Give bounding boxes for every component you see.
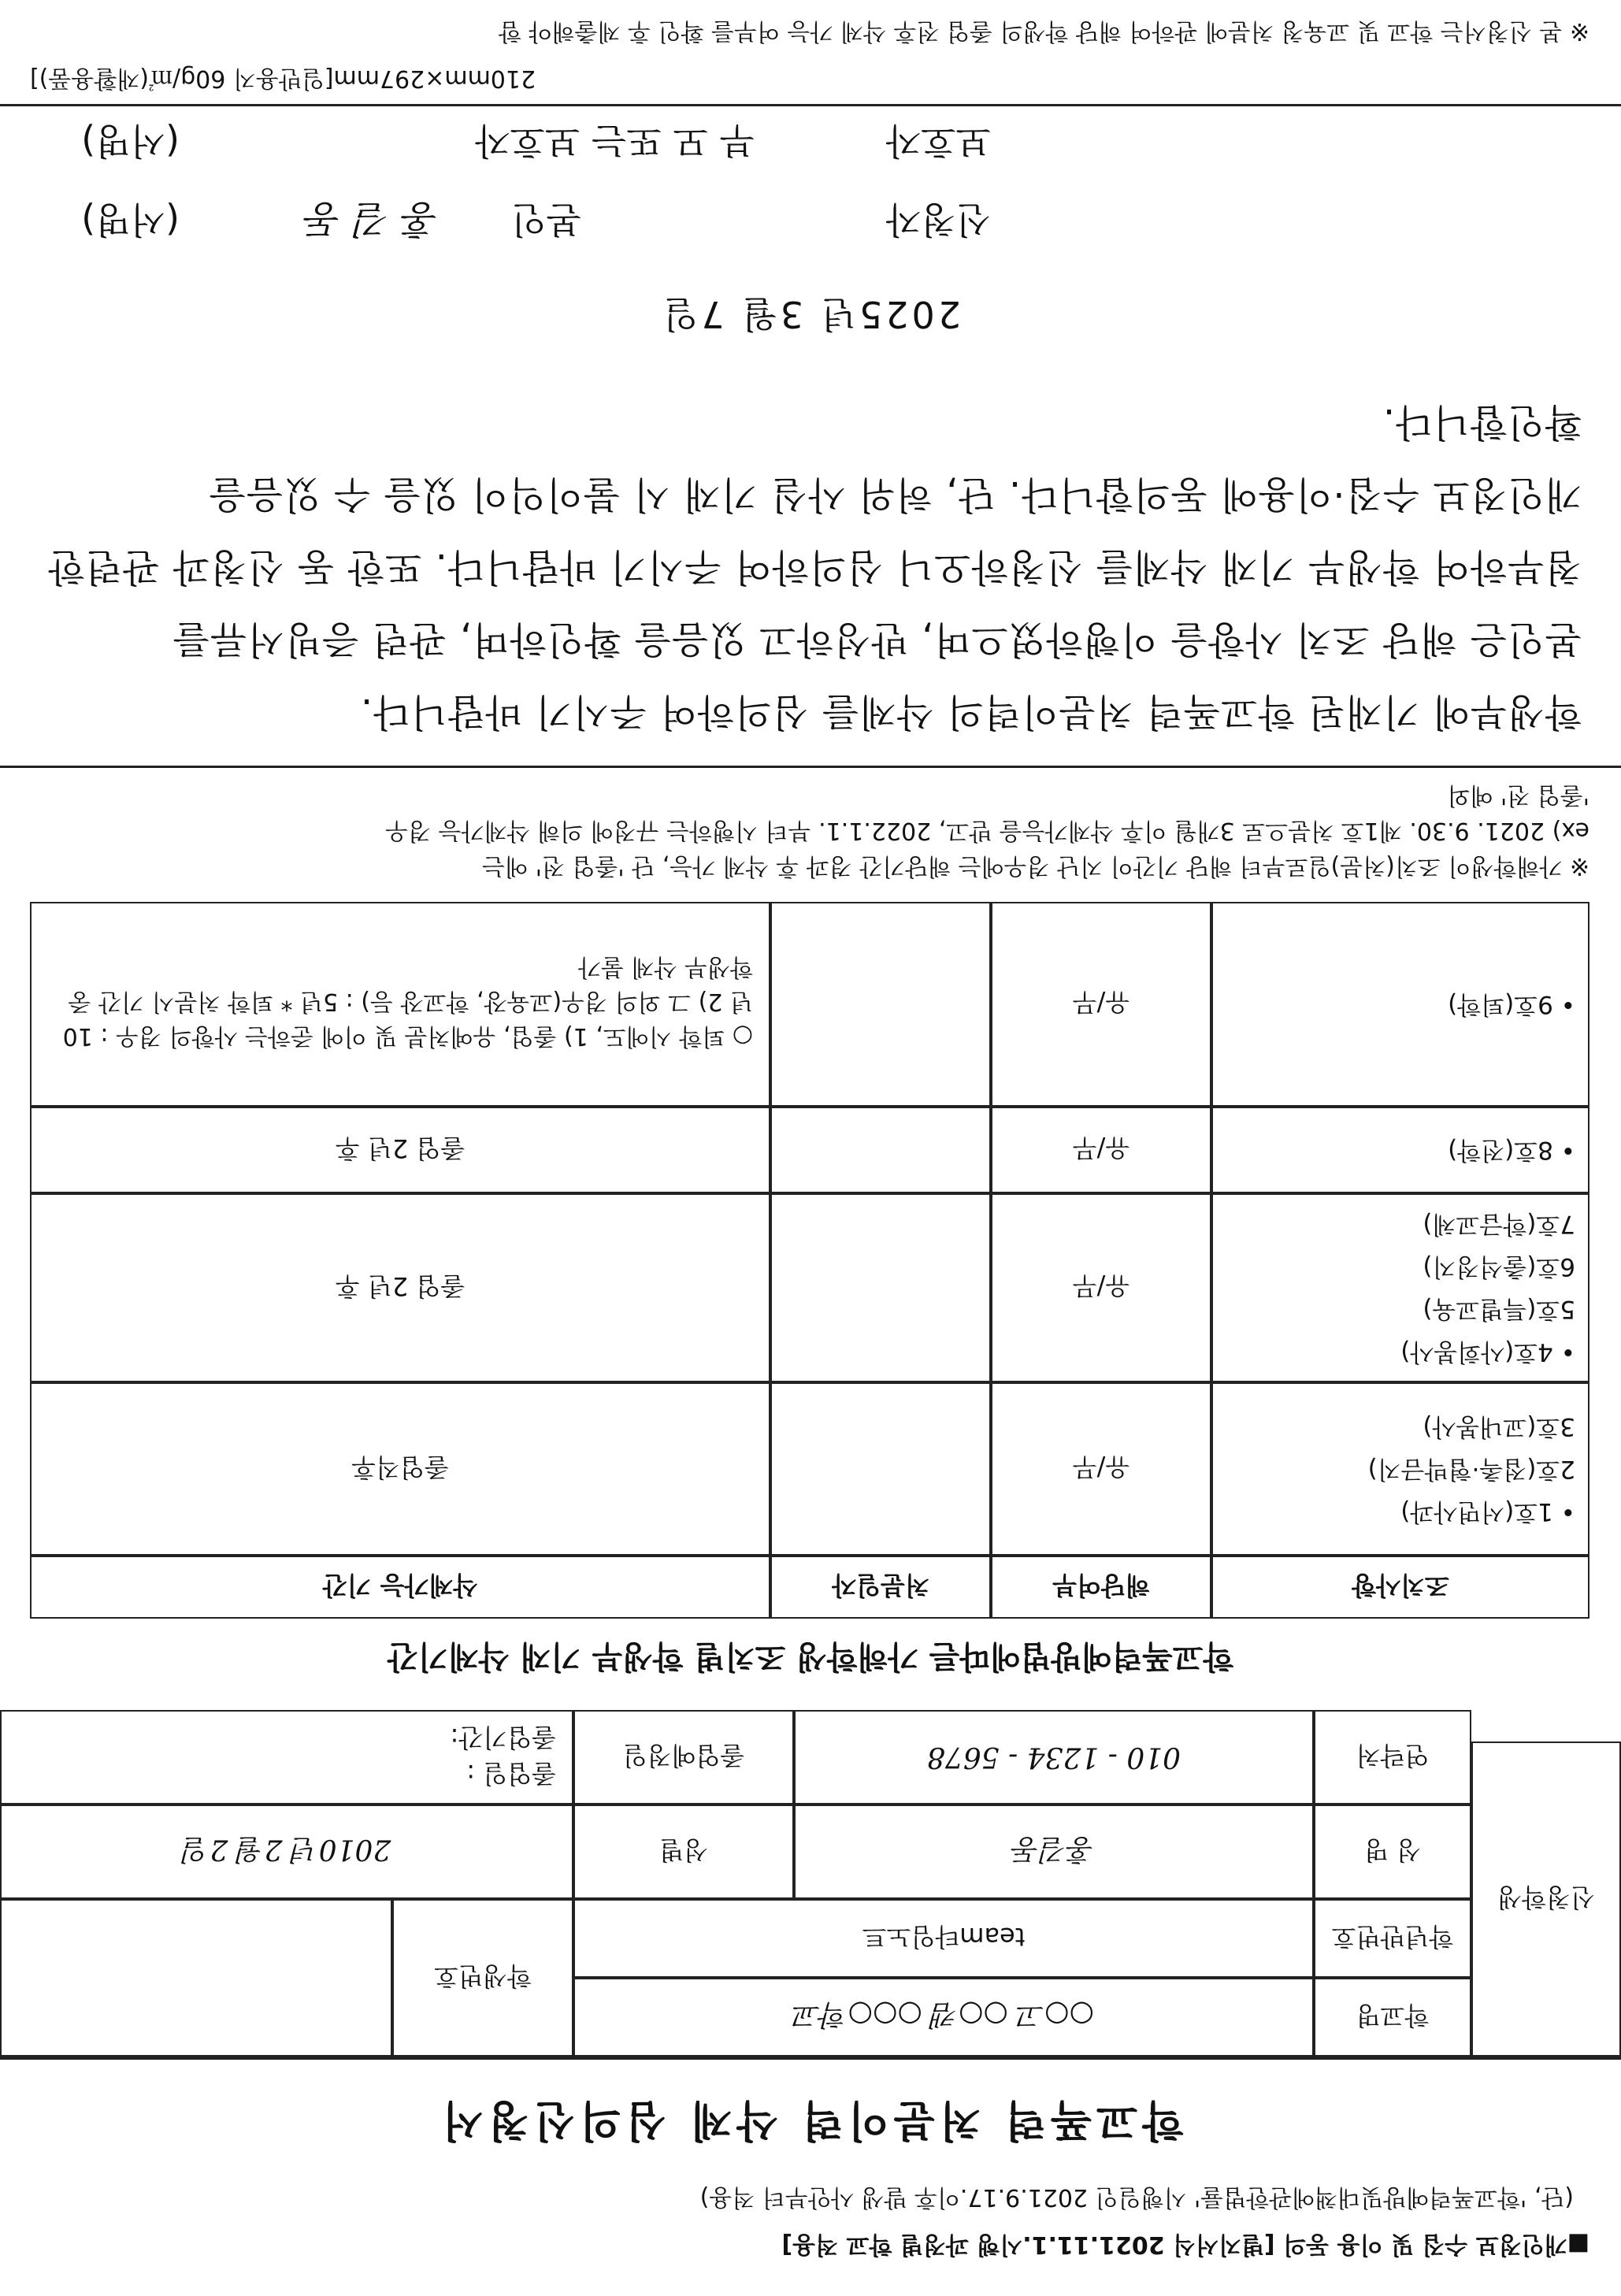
- document-date: 2025년 3월 7일: [659, 293, 962, 336]
- student-id-label: 학생번호: [392, 1899, 573, 2057]
- measure-row-3-period: 졸업 2년 후: [30, 1107, 770, 1193]
- measures-note-3: '졸업 전' 예외: [1447, 781, 1589, 809]
- measure-row-4-items: [1211, 902, 1589, 1107]
- measure-row-1-period: 졸업직후: [30, 1382, 770, 1556]
- statement-line-5: 확인합니다.: [1382, 400, 1582, 444]
- footer-divider: [0, 104, 1621, 106]
- measures-title: 학교폭력예방법에따른 가해학생 조치별 학생부 기재 삭제기간: [387, 1638, 1234, 1675]
- statement-line-4: 개인정보 수집·이용에 동의합니다. 단, 허위 사실 기재 시 불이익이 있을 수 있음을: [208, 473, 1582, 517]
- birth-value: 2010년 2월 2일: [0, 1805, 573, 1899]
- list-item: 5호(특별교육): [1423, 1295, 1575, 1323]
- grade-class-label: 학년반번호: [1314, 1899, 1471, 1978]
- col-header-applies: 해당여부: [991, 1556, 1211, 1619]
- statement-line-3: 첨부하여 학생부 기재 삭제를 신청하오니 심의하여 주시기 바랍니다. 또한 동 신청과 관련한: [47, 545, 1582, 589]
- measure-row-1-check[interactable]: 유/무: [991, 1382, 1211, 1556]
- measures-note-1: ※ 가해학생이 조치(처분)일로부터 해당 기간이 지난 경우에는 해당기간 경과 후 삭제 가능, 단 '졸업 전' 에는: [482, 852, 1589, 880]
- top-note: ■개인정보 수집 및 이용 동의 [별지서식 2021.11.1.시행 과정별 학교 적용]: [781, 2231, 1589, 2258]
- statement-line-1: 학생부에 기재된 학교폭력 처분이력의 삭제를 심의하여 주시기 바랍니다.: [359, 690, 1582, 734]
- measure-row-4-check[interactable]: 유/무: [991, 902, 1211, 1107]
- measure-row-2-period: 졸업 2년 후: [30, 1193, 770, 1382]
- name-label: 성 명: [1314, 1805, 1471, 1899]
- student-id-value: [0, 1899, 392, 2057]
- list-item: 2호(접촉·협박금지): [1367, 1455, 1575, 1483]
- measure-row-3-check[interactable]: 유/무: [991, 1107, 1211, 1193]
- list-item: • 8호(전학): [1448, 1136, 1575, 1164]
- statement-divider: [0, 766, 1621, 768]
- statement-line-2: 본인은 해당 조치 사항을 이행하였으며, 반성하고 있음을 확인하며, 관련 증빙서류를: [172, 618, 1582, 662]
- applicant-side-label: 신청학생: [1471, 1741, 1621, 2057]
- measures-note-2: ex) 2021. 9.30. 제1호 처분으로 3개월 이후 삭제가능을 받고, 2022.1.1. 부터 시행하는 규정에 의해 삭제가능 경우: [385, 817, 1589, 844]
- col-header-measure: 조치사항: [1211, 1556, 1589, 1619]
- phone-label: 연락처: [1314, 1710, 1471, 1805]
- measure-row-4-period: ○ 퇴학 시에도, 1) 졸업, 유예처분 및 이에 준하는 사항의 경우 : 10년 2) 그 외의 경우(교육장, 학교장 등) : 5년 * 퇴학 처분시 기간 중 학생부 삭제 불가: [30, 902, 770, 1107]
- signature-applicant-sign: (서명): [81, 198, 180, 241]
- signature-guardian-sign: (서명): [81, 120, 180, 162]
- period-notes: [0, 1710, 573, 1805]
- signature-applicant-relation: 본인: [511, 198, 581, 241]
- list-item: • 9호(퇴학): [1448, 990, 1575, 1018]
- signature-applicant-name: 홍 길 동: [306, 197, 440, 241]
- bottom-note: ※ 본 신청서는 학교 및 교육청 처분에 관하여 해당 학생의 졸업 전후 삭제 가능 여부를 확인 후 제출해야 함: [499, 17, 1589, 45]
- page-title: 학교폭력 처분이력 삭제 심의신청서: [437, 2096, 1184, 2146]
- measure-row-1-items: [1211, 1382, 1589, 1556]
- period-note-1: 졸업일 :: [466, 1759, 556, 1789]
- col-header-period: 삭제가능 기간: [30, 1556, 770, 1619]
- measure-row-1-date: [770, 1382, 991, 1556]
- paper-spec: 210mm×297mm[일반용지 60g/㎡(재활용품)]: [30, 65, 536, 92]
- school-value: ○○고 ○○캠 ○○○학교: [573, 1978, 1314, 2057]
- measure-row-3-items: [1211, 1107, 1589, 1193]
- col-header-date: 처분일자: [770, 1556, 991, 1619]
- measure-row-3-date: [770, 1107, 991, 1193]
- period-label: 졸업예정일: [573, 1710, 794, 1805]
- grade-class-value: team타임노트: [573, 1899, 1314, 1978]
- measure-row-2-date: [770, 1193, 991, 1382]
- period-note-2: 졸업기간:: [450, 1723, 556, 1753]
- signature-applicant-label: 신청자: [885, 198, 991, 241]
- section-divider: [0, 2057, 1621, 2060]
- sub-note: (단, '학교폭력예방및대책에관한법률' 시행일인 2021.9.17.이후 발생 사안부터 적용): [699, 2183, 1574, 2211]
- signature-guardian-relation: 부 모 또는 보호자: [475, 120, 755, 162]
- list-item: • 1호(서면사과): [1400, 1497, 1575, 1526]
- list-item: 7호(학급교체): [1423, 1210, 1575, 1238]
- signature-guardian-label: 보호자: [885, 120, 991, 162]
- list-item: 3호(교내봉사): [1423, 1412, 1575, 1441]
- measure-row-4-date: [770, 902, 991, 1107]
- name-value: 홍길동: [794, 1805, 1314, 1899]
- list-item: • 4호(사회봉사): [1400, 1337, 1575, 1366]
- school-label: 학교명: [1314, 1978, 1471, 2057]
- list-item: 6호(출석정지): [1423, 1252, 1575, 1281]
- measure-row-2-check[interactable]: 유/무: [991, 1193, 1211, 1382]
- measure-row-2-items: [1211, 1193, 1589, 1382]
- gender-label: 성별: [573, 1805, 794, 1899]
- phone-value: 010 - 1234 - 5678: [794, 1710, 1314, 1805]
